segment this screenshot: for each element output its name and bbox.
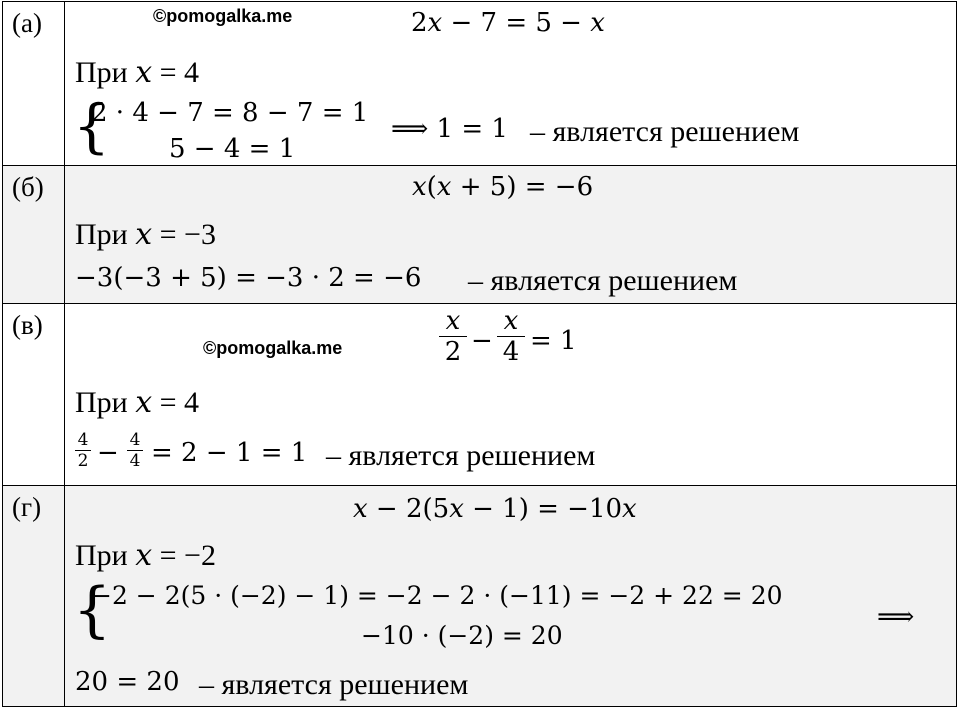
solution-rest: = 2 − 1 = 1 bbox=[151, 438, 308, 468]
verdict: – является решением bbox=[468, 264, 738, 297]
value-line: При 𝑥 = −2 bbox=[75, 539, 216, 572]
equation-fraction-2 bbox=[497, 306, 525, 367]
fraction-denominator: 4 bbox=[502, 337, 520, 367]
final-line: 20 = 20 bbox=[75, 667, 180, 697]
row-d bbox=[2, 485, 957, 707]
row-c bbox=[2, 303, 957, 486]
system-line-1: −2 − 2(5 · (−2) − 1) = −2 − 2 · (−11) = −2 + 22 = 20 bbox=[91, 581, 783, 610]
fraction-numerator: 4 bbox=[77, 430, 89, 450]
verdict: – является решением bbox=[326, 439, 596, 472]
solution-fraction-1 bbox=[75, 430, 91, 471]
system-line-2: 5 − 4 = 1 bbox=[169, 134, 296, 164]
brace: { bbox=[73, 92, 110, 160]
result: ⟹ 1 = 1 bbox=[391, 114, 508, 144]
row-label: (г) bbox=[3, 486, 65, 706]
implies-arrow: ⟹ bbox=[877, 602, 915, 632]
brace: { bbox=[73, 575, 112, 645]
watermark: ©pomogalka.me bbox=[203, 338, 343, 358]
solution-line: −3(−3 + 5) = −3 · 2 = −6 bbox=[75, 263, 422, 293]
solution-minus: − bbox=[97, 438, 119, 468]
watermark: ©pomogalka.me bbox=[153, 6, 293, 26]
fraction-denominator: 2 bbox=[444, 337, 462, 367]
row-label: (в) bbox=[3, 304, 65, 485]
value-line: При 𝑥 = 4 bbox=[75, 386, 200, 419]
fraction-numerator: 𝑥 bbox=[503, 306, 519, 336]
equation: 𝑥(𝑥 + 5) = −6 bbox=[412, 172, 594, 202]
equation: 2𝑥 − 7 = 5 − 𝑥 bbox=[411, 8, 605, 38]
system-line-1: 2 · 4 − 7 = 8 − 7 = 1 bbox=[91, 98, 369, 128]
row-label: (б) bbox=[3, 166, 65, 303]
row-b bbox=[2, 165, 957, 304]
fraction-numerator: 𝑥 bbox=[445, 306, 461, 336]
fraction-denominator: 2 bbox=[77, 451, 89, 471]
verdict: – является решением bbox=[530, 115, 800, 148]
fraction-numerator: 4 bbox=[129, 430, 141, 450]
equation-fraction-1 bbox=[439, 306, 467, 367]
value-line: При 𝑥 = 4 bbox=[75, 56, 200, 89]
equation-minus: − bbox=[471, 326, 493, 356]
solution-fraction-2 bbox=[127, 430, 143, 471]
row-a bbox=[2, 1, 957, 166]
verdict: – является решением bbox=[199, 668, 469, 701]
value-line: При 𝑥 = −3 bbox=[75, 218, 216, 251]
equation: 𝑥 − 2(5𝑥 − 1) = −10𝑥 bbox=[353, 494, 637, 524]
equation-rhs: = 1 bbox=[530, 326, 577, 356]
row-label: (а) bbox=[3, 2, 65, 165]
system-line-2: −10 · (−2) = 20 bbox=[361, 621, 563, 650]
fraction-denominator: 4 bbox=[129, 451, 141, 471]
